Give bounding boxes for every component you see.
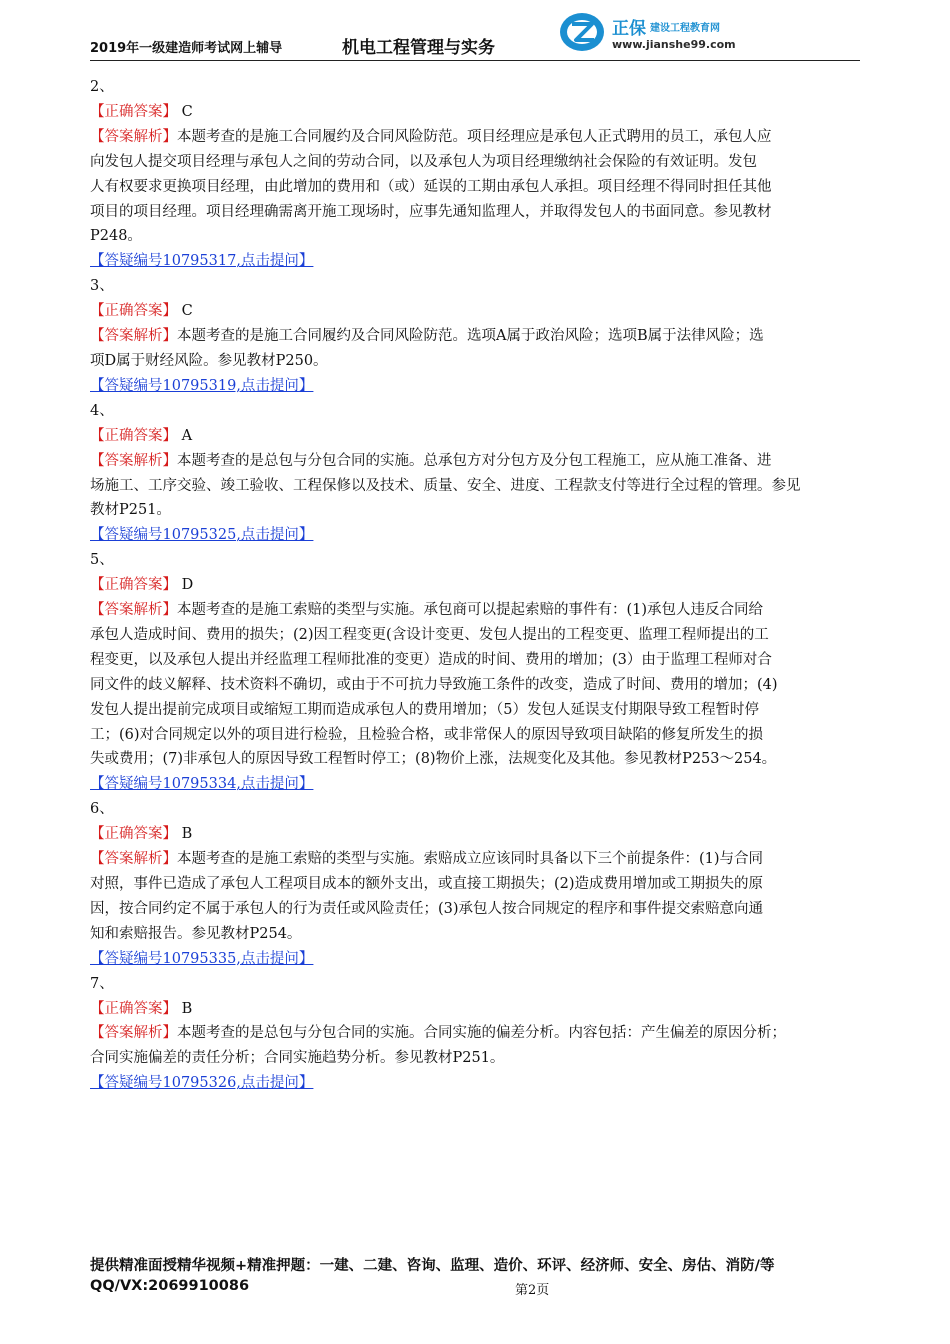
page-number: 第2页 (515, 1283, 550, 1298)
analysis-label: 【答案解析】 (90, 128, 177, 145)
analysis-line (90, 897, 860, 922)
analysis-line (90, 224, 860, 249)
analysis-text: 程变更，以及承包人提出并经监理工程师批准的变更）造成的时间、费用的增加；(3）由于监理工程师对合 (90, 651, 772, 668)
correct-answer-value: B (181, 826, 193, 843)
logo-icon (558, 10, 606, 54)
correct-answer-label: 【正确答案】 (90, 427, 177, 444)
analysis-text: 项目的项目经理。项目经理确需离开施工现场时，应事先通知监理人，并取得发包人的书面同意。参见教材 (90, 203, 772, 220)
correct-answer-label: 【正确答案】 (90, 826, 177, 843)
analysis-text: 承包人造成时间、费用的损失；(2)因工程变更(含设计变更、发包人提出的工程变更、监理工程师提出的工 (90, 626, 769, 643)
question-link-line (90, 374, 860, 399)
question-number: 4、 (90, 402, 114, 419)
answer-item (90, 274, 860, 399)
analysis-line (90, 648, 860, 673)
ask-question-link[interactable]: 【答疑编号10795335,点击提问】 (90, 950, 314, 967)
answer-item (90, 548, 860, 797)
analysis-line (90, 747, 860, 772)
logo (558, 10, 758, 56)
analysis-label: 【答案解析】 (90, 1025, 177, 1042)
correct-answer-value: C (181, 303, 193, 320)
analysis-label: 【答案解析】 (90, 452, 177, 469)
analysis-text: 本题考查的是施工索赔的类型与实施。索赔成立应该同时具备以下三个前提条件：(1)与合同 (177, 851, 764, 868)
analysis-line (90, 349, 860, 374)
analysis-line (90, 498, 860, 523)
correct-answer-label: 【正确答案】 (90, 1000, 177, 1017)
correct-answer-line (90, 822, 860, 847)
analysis-line (90, 175, 860, 200)
correct-answer-value: B (181, 1000, 193, 1017)
analysis-line (90, 623, 860, 648)
logo-subtitle: 建设工程教育网 (650, 23, 720, 34)
answer-item (90, 75, 860, 274)
analysis-text: 工；(6)对合同规定以外的项目进行检验，且检验合格，或非常保人的原因导致项目缺陷的修复所发生的损 (90, 726, 764, 743)
analysis-text: 项D属于财经风险。参见教材P250。 (90, 352, 328, 369)
question-number: 6、 (90, 801, 114, 818)
analysis-label: 【答案解析】 (90, 328, 177, 345)
analysis-text: 本题考查的是施工索赔的类型与实施。承包商可以提起索赔的事件有：(1)承包人违反合同给 (177, 602, 764, 619)
ask-question-link[interactable]: 【答疑编号10795317,点击提问】 (90, 253, 314, 270)
correct-answer-line (90, 424, 860, 449)
question-number: 3、 (90, 278, 114, 295)
analysis-line (90, 847, 860, 872)
analysis-line (90, 150, 860, 175)
analysis-label: 【答案解析】 (90, 602, 177, 619)
analysis-text: 知和索赔报告。参见教材P254。 (90, 925, 302, 942)
analysis-text: 本题考查的是总包与分包合同的实施。总承包方对分包方及分包工程施工，应从施工准备、进 (177, 452, 772, 469)
analysis-text: 人有权要求更换项目经理，由此增加的费用和（或）延误的工期由承包人承担。项目经理不得同时担任其他 (90, 178, 772, 195)
analysis-line (90, 449, 860, 474)
answer-item (90, 797, 860, 971)
question-link-line (90, 772, 860, 797)
analysis-line (90, 698, 860, 723)
question-number: 2、 (90, 79, 114, 95)
question-link-line (90, 523, 860, 548)
logo-brand: 正保 (612, 19, 646, 39)
correct-answer-value: D (181, 577, 194, 594)
analysis-text: 同文件的歧义解释、技术资料不确切，或由于不可抗力导致施工条件的改变，造成了时间、费用的增加；(4) (90, 676, 778, 693)
logo-url: www.jianshe99.com (612, 38, 736, 51)
analysis-line (90, 872, 860, 897)
question-link-line (90, 1071, 860, 1096)
analysis-text: 场施工、工序交验、竣工验收、工程保修以及技术、质量、安全、进度、工程款支付等进行全过程的管理。参见 (90, 477, 801, 494)
question-link-line (90, 249, 860, 274)
analysis-text: 本题考查的是总包与分包合同的实施。合同实施的偏差分析。内容包括：产生偏差的原因分析； (177, 1025, 786, 1042)
ask-question-link[interactable]: 【答疑编号10795334,点击提问】 (90, 776, 314, 793)
correct-answer-line (90, 299, 860, 324)
footer-contact: QQ/VX:2069910086 (90, 1278, 250, 1294)
correct-answer-value: C (181, 103, 193, 120)
analysis-text: 对照，事件已造成了承包人工程项目成本的额外支出，或直接工期损失；(2)造成费用增加或工期损失的原 (90, 876, 764, 892)
answer-item (90, 972, 860, 1097)
analysis-text: 本题考查的是施工合同履约及合同风险防范。选项A属于政治风险；选项B属于法律风险；选 (177, 328, 764, 345)
analysis-text: 本题考查的是施工合同履约及合同风险防范。项目经理应是承包人正式聘用的员工，承包人应 (177, 128, 772, 145)
question-number: 5、 (90, 552, 114, 569)
analysis-line (90, 922, 860, 947)
correct-answer-label: 【正确答案】 (90, 303, 177, 320)
correct-answer-value: A (181, 427, 193, 444)
correct-answer-line (90, 100, 860, 125)
analysis-text: 教材P251。 (90, 502, 171, 519)
ask-question-link[interactable]: 【答疑编号10795319,点击提问】 (90, 377, 314, 394)
answer-list (90, 75, 860, 1096)
analysis-label: 【答案解析】 (90, 851, 177, 868)
correct-answer-line (90, 997, 860, 1022)
correct-answer-line (90, 573, 860, 598)
footer-promo: 提供精准面授精华视频+精准押题：一建、二建、咨询、监理、造价、环评、经济师、安全、房估、消防/等 (90, 1258, 775, 1274)
analysis-text: 合同实施偏差的责任分析；合同实施趋势分析。参见教材P251。 (90, 1050, 505, 1067)
analysis-line (90, 1046, 860, 1071)
analysis-line (90, 1021, 860, 1046)
analysis-line (90, 474, 860, 499)
analysis-text: 向发包人提交项目经理与承包人之间的劳动合同，以及承包人为项目经理缴纳社会保险的有效证明。发包 (90, 153, 757, 170)
analysis-line (90, 324, 860, 349)
correct-answer-label: 【正确答案】 (90, 577, 177, 594)
ask-question-link[interactable]: 【答疑编号10795326,点击提问】 (90, 1075, 314, 1092)
question-link-line (90, 947, 860, 972)
analysis-text: P248。 (90, 228, 142, 245)
page-header (90, 10, 860, 61)
analysis-line (90, 125, 860, 150)
analysis-text: 发包人提出提前完成项目或缩短工期而造成承包人的费用增加；（5）发包人延误支付期限导致工程暂时停 (90, 701, 759, 718)
analysis-line (90, 723, 860, 748)
exam-title: 2019年一级建造师考试网上辅导 (90, 41, 283, 56)
answer-item (90, 399, 860, 548)
analysis-text: 因，按合同约定不属于承包人的行为责任或风险责任；(3)承包人按合同规定的程序和事件提交索赔意向通 (90, 900, 764, 917)
question-number: 7、 (90, 975, 114, 992)
analysis-line (90, 598, 860, 623)
analysis-text: 失或费用；(7)非承包人的原因导致工程暂时停工；(8)物价上涨，法规变化及其他。参见教材P253～254。 (90, 751, 777, 768)
ask-question-link[interactable]: 【答疑编号10795325,点击提问】 (90, 527, 314, 544)
analysis-line (90, 673, 860, 698)
subject-title: 机电工程管理与实务 (342, 38, 495, 58)
analysis-line (90, 200, 860, 225)
correct-answer-label: 【正确答案】 (90, 103, 177, 120)
